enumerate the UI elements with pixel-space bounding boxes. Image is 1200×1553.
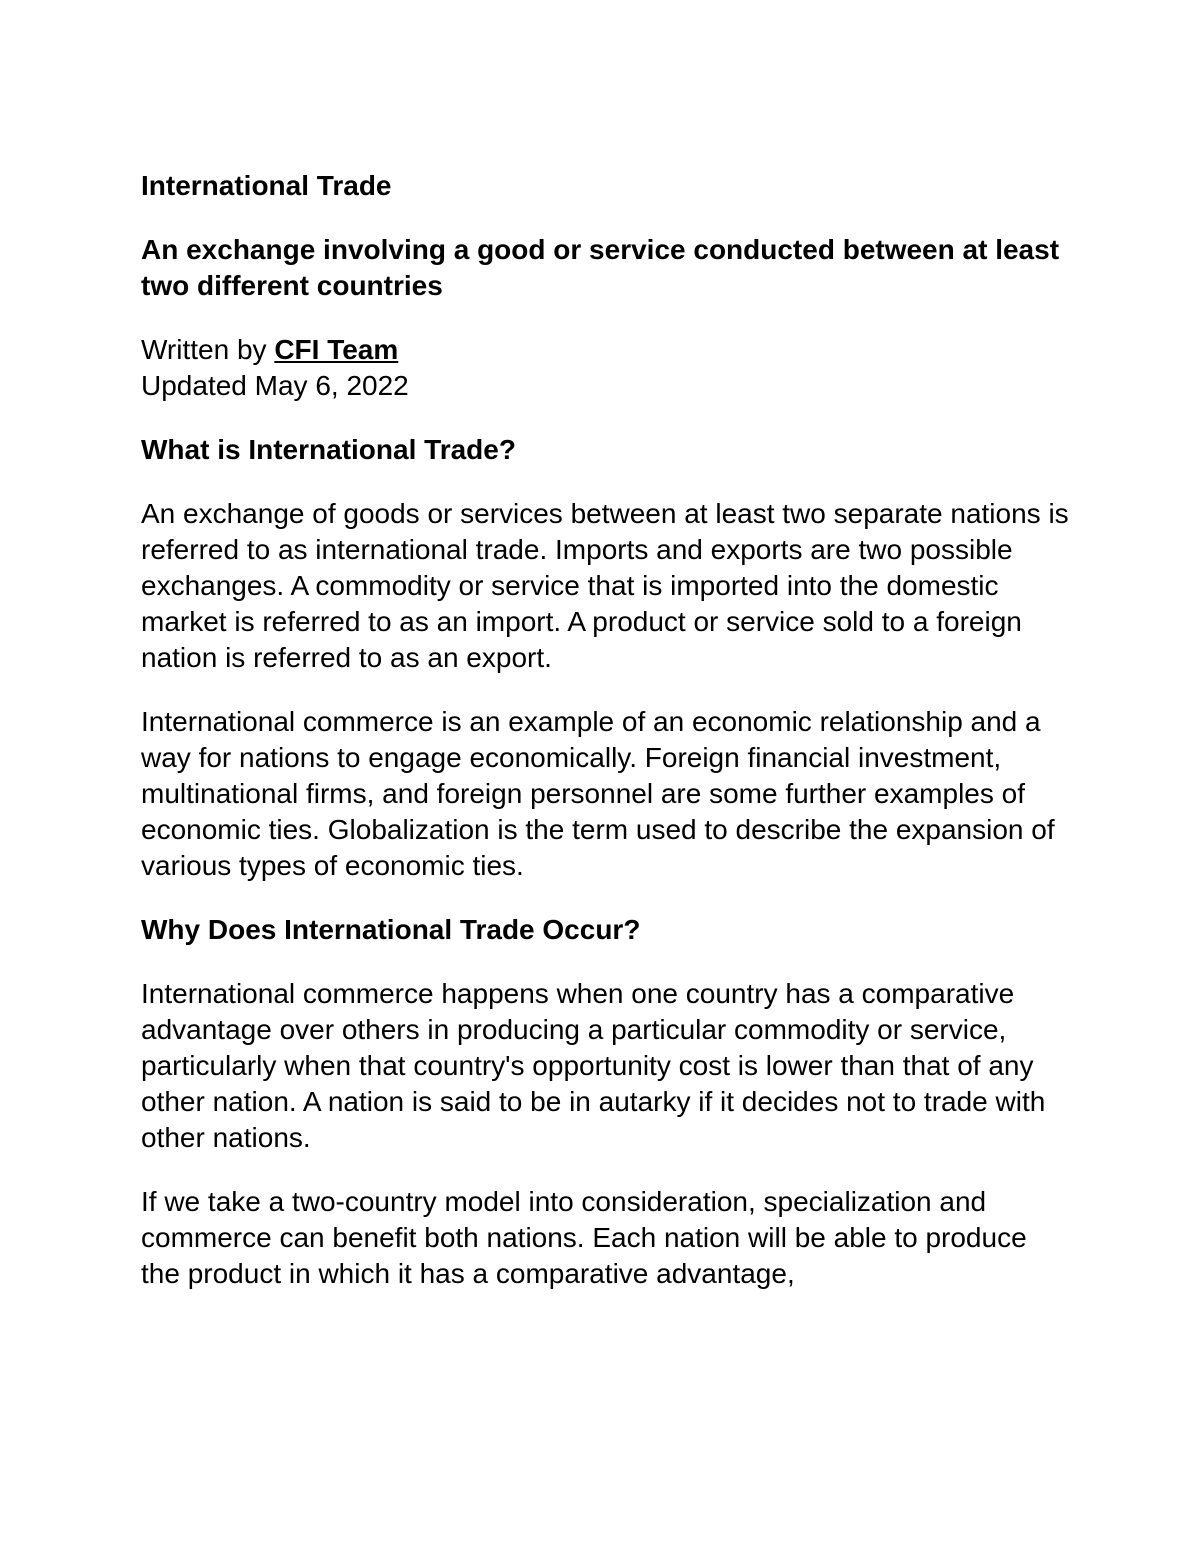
document-page (141, 168, 1071, 1320)
byline-prefix: Written by (141, 334, 275, 365)
section-heading: Why Does International Trade Occur? (141, 914, 641, 945)
paragraph: International commerce is an example of an economic relationship and a way for nations to engage economically. Foreign financial investment, multinational firms, and foreign personnel are some further examples of economic ties. Globalization is the term used to describe the expansion of various types of economic ties. (141, 706, 1055, 881)
paragraph: International commerce happens when one country has a comparative advantage over others in producing a particular commodity or service, particularly when that country's opportunity cost is lower than that of any other nation. A nation is said to be in autarky if it decides not to trade with other nations. (141, 978, 1046, 1153)
section-heading: What is International Trade? (141, 434, 516, 465)
document-title: International Trade (141, 170, 392, 201)
author-line (141, 332, 1071, 368)
paragraph: If we take a two-country model into consideration, specialization and commerce can benefit both nations. Each nation will be able to produce the product in which it has a comparative advantage, (141, 1186, 1027, 1289)
author-link[interactable]: CFI Team (274, 334, 399, 365)
document-subtitle: An exchange involving a good or service conducted between at least two different countries (141, 234, 1060, 301)
paragraph: An exchange of goods or services between at least two separate nations is referred to as international trade. Imports and exports are two possible exchanges. A commodity or service that is imported into the domestic market is referred to as an import. A product or service sold to a foreign nation is referred to as an export. (141, 498, 1069, 673)
updated-date: Updated May 6, 2022 (141, 370, 409, 401)
byline (141, 332, 1071, 404)
